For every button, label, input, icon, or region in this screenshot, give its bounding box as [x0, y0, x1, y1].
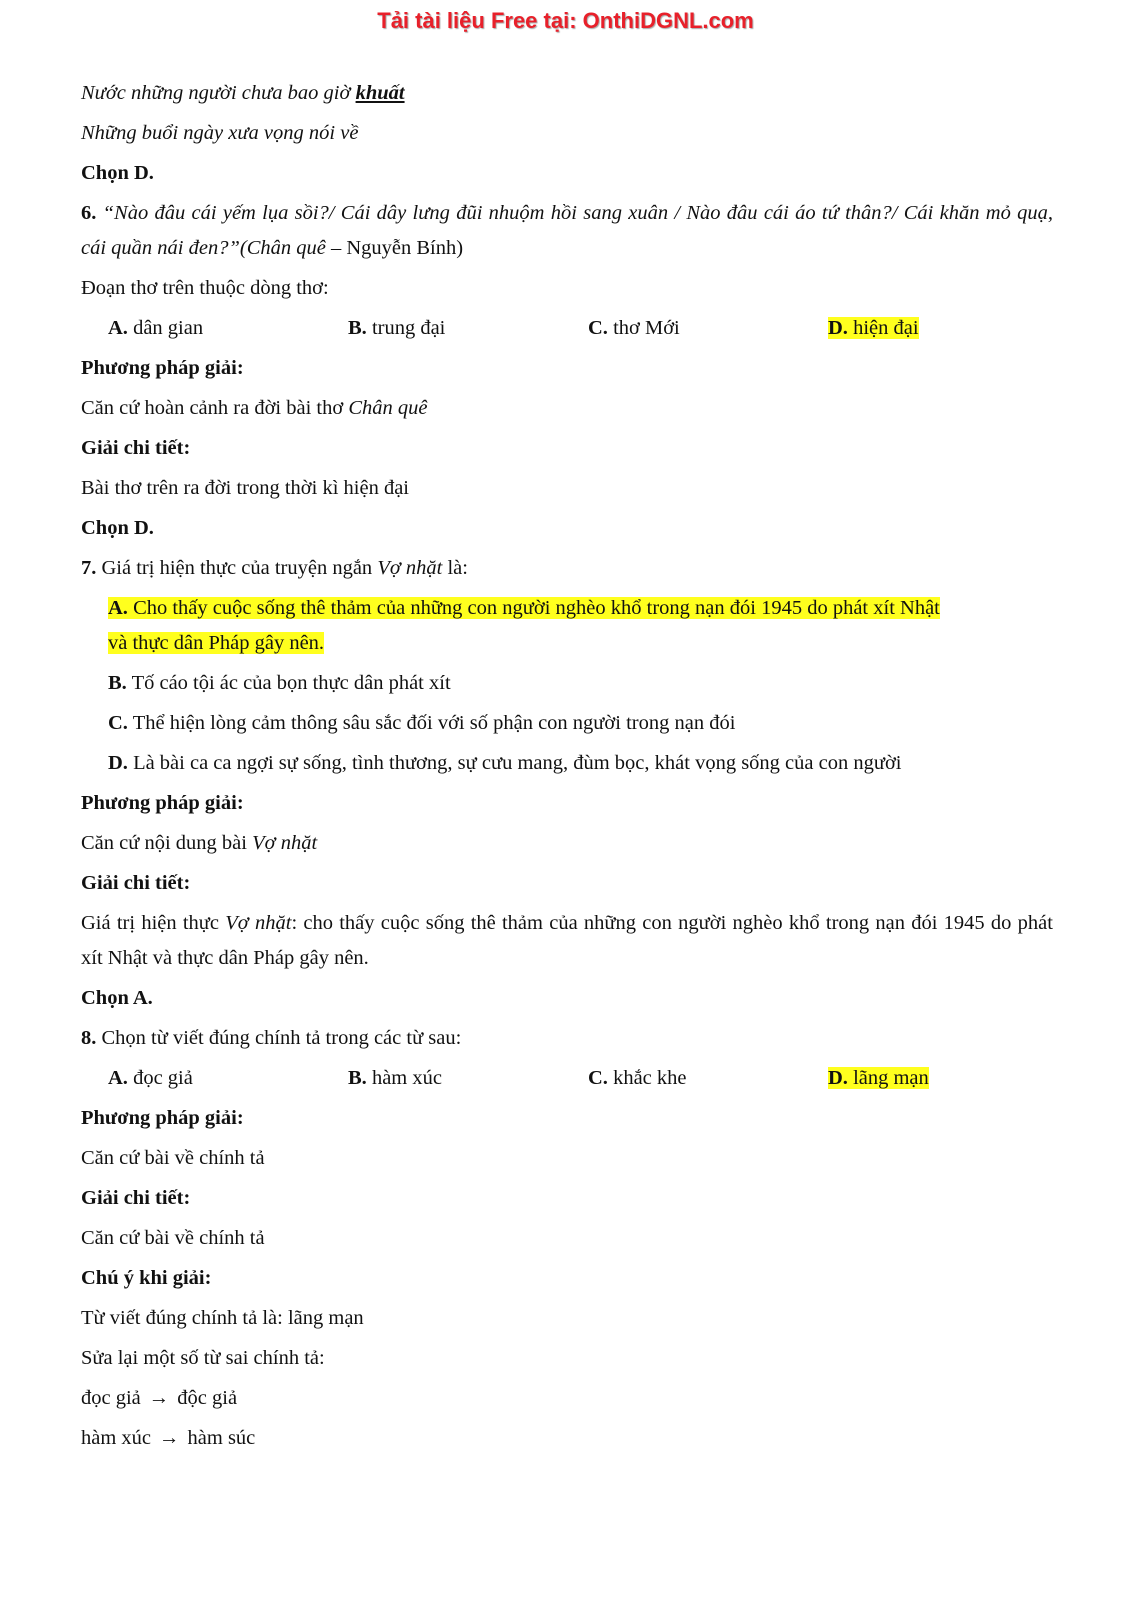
- detail-text: Bài thơ trên ra đời trong thời kì hiện đại: [81, 477, 409, 499]
- question-6: 6. “Nào đâu cái yếm lụa sồi?/ Cái dây lưng đũi nhuộm hồi sang xuân / Nào đâu cái áo tứ thân?/ Cái khăn mỏ quạ, cái quần nái đen?”(Chân quê – Nguyễn Bính): [81, 202, 1053, 259]
- options-row: [81, 311, 1053, 346]
- option-b: B. trung đại: [348, 317, 446, 339]
- question-prompt: Đoạn thơ trên thuộc dòng thơ:: [81, 277, 329, 299]
- right-arrow-icon: →: [148, 1387, 170, 1409]
- answer-line: Chọn D.: [81, 162, 154, 184]
- detail-text: Giá trị hiện thực Vợ nhặt: cho thấy cuộc sống thê thảm của những con người nghèo khổ trong nạn đói 1945 do phát xít Nhật và thực dân Pháp gây nên.: [81, 912, 1053, 969]
- method-text: Căn cứ bài về chính tả: [81, 1147, 265, 1169]
- underlined-word: khuất: [355, 82, 405, 104]
- option-c: C. Thể hiện lòng cảm thông sâu sắc đối với số phận con người trong nạn đói: [108, 712, 736, 734]
- option-a: A. đọc giả: [108, 1067, 193, 1089]
- detail-heading: Giải chi tiết:: [81, 872, 191, 894]
- answer-line: Chọn D.: [81, 517, 154, 539]
- fix-line: đọc giả → độc giả: [81, 1381, 1053, 1416]
- option-d-correct: D. lãng mạn: [828, 1067, 929, 1089]
- note-heading: Chú ý khi giải:: [81, 1267, 212, 1289]
- option-d-correct: D. hiện đại: [828, 317, 919, 339]
- question-8: 8. Chọn từ viết đúng chính tả trong các từ sau:: [81, 1027, 462, 1049]
- site-banner[interactable]: Tải tài liệu Free tại: OnthiDGNL.com: [377, 8, 754, 33]
- option-b: B. Tố cáo tội ác của bọn thực dân phát xít: [108, 672, 451, 694]
- right-arrow-icon: →: [159, 1427, 180, 1449]
- fix-line: hàm xúc → hàm súc: [81, 1421, 1053, 1456]
- option-a: A. dân gian: [108, 317, 204, 339]
- method-heading: Phương pháp giải:: [81, 357, 244, 379]
- method-heading: Phương pháp giải:: [81, 792, 244, 814]
- method-text: Căn cứ nội dung bài Vợ nhặt: [81, 832, 318, 854]
- option-a-correct: A. Cho thấy cuộc sống thê thảm của những con người nghèo khổ trong nạn đói 1945 do phát xít Nhật và thực dân Pháp gây nên.: [108, 597, 940, 654]
- fix-intro: Sửa lại một số từ sai chính tả:: [81, 1347, 325, 1369]
- answer-line: Chọn A.: [81, 987, 153, 1009]
- method-text: Căn cứ hoàn cảnh ra đời bài thơ Chân quê: [81, 397, 428, 419]
- options-row: [81, 1061, 1053, 1096]
- option-c: C. khắc khe: [588, 1067, 687, 1089]
- verse-line: Những buổi ngày xưa vọng nói về: [81, 122, 359, 144]
- option-b: B. hàm xúc: [348, 1067, 442, 1089]
- note-text: Từ viết đúng chính tả là: lãng mạn: [81, 1307, 364, 1329]
- detail-text: Căn cứ bài về chính tả: [81, 1227, 265, 1249]
- document-body: [81, 76, 1053, 1461]
- verse-line: Nước những người chưa bao giờ khuất: [81, 82, 405, 104]
- option-c: C. thơ Mới: [588, 317, 680, 339]
- option-d: D. Là bài ca ca ngợi sự sống, tình thương, sự cưu mang, đùm bọc, khát vọng sống của con người: [108, 752, 902, 774]
- detail-heading: Giải chi tiết:: [81, 1187, 191, 1209]
- question-7: 7. Giá trị hiện thực của truyện ngắn Vợ nhặt là:: [81, 557, 468, 579]
- detail-heading: Giải chi tiết:: [81, 437, 191, 459]
- method-heading: Phương pháp giải:: [81, 1107, 244, 1129]
